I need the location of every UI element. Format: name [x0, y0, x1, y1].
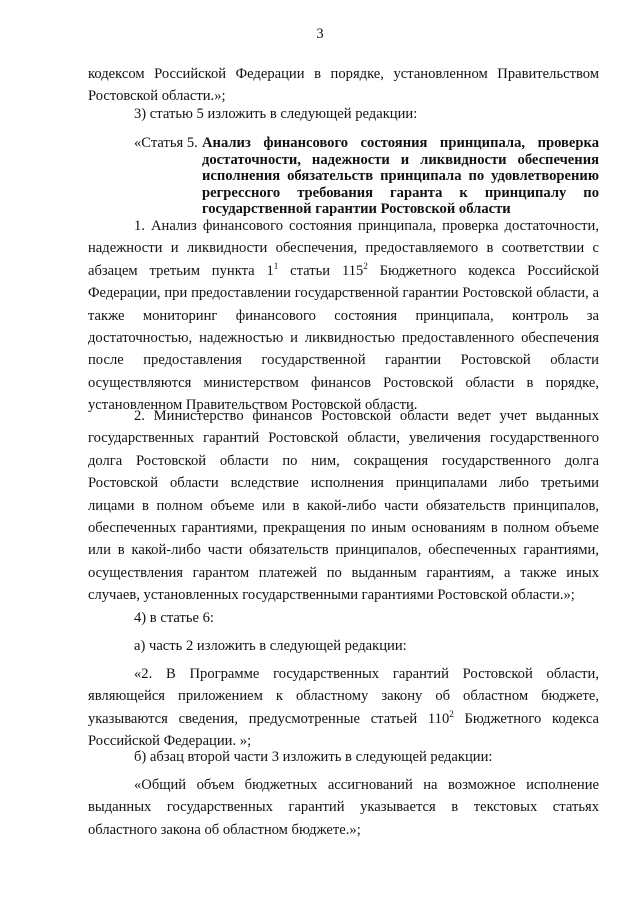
article-6-part-2-text-b: Бюджетного кодекса Российской Федерации. »;	[88, 710, 599, 750]
item-4b: б) абзац второй части 3 изложить в следующей редакции:	[134, 749, 493, 765]
item-4: 4) в статье 6:	[134, 610, 214, 626]
superscript: 2	[363, 260, 368, 271]
article-5-part-1-text-c: Бюджетного кодекса Российской Федерации, при предоставлении государственной гарантии Ростовской области, а также мониторинг финансового состояния принципала, контроль за достаточностью, надежностью и ликвидностью предоставленного обеспечения после предоставления государственной гарантии Ростовской области осуществляются министерством финансов Ростовской области в порядке, установленном Правительством Ростовской области.	[88, 262, 600, 414]
article-6-part-2	[88, 663, 599, 753]
article-5-part-1-text-a: 1. Анализ финансового состояния принципала, проверка достаточности, надежности и ликвидности обеспечения, предоставляемого в соответствии с абзацем третьим пункта 1	[88, 218, 599, 279]
article-5-part-2: 2. Министерство финансов Ростовской области ведет учет выданных государственных гарантий Ростовской области, увеличения государственного долга Ростовской области по ним, сокращения государственного долга Ростовской области вследствие исполнения принципалами либо третьими лицами в полном объеме или в какой-либо части обязательств принципалов, обеспеченных гарантиями, прекращения по иным основаниям в полном объеме или в какой-либо части обязательств принципалов, обеспеченных гарантиями, осуществления гарантом платежей по выданным гарантиям, а также иных случаев, установленных государственными гарантиями Ростовской области.»;	[88, 408, 599, 604]
item-4a: а) часть 2 изложить в следующей редакции:	[134, 638, 407, 654]
article-6-part-3: «Общий объем бюджетных ассигнований на возможное исполнение выданных государственных гарантий указывается в текстовых статьях областного закона об областном бюджете.»;	[88, 777, 599, 838]
item-3: 3) статью 5 изложить в следующей редакции:	[134, 106, 418, 122]
article-5-title: Анализ финансового состояния принципала, проверка достаточности, надежности и ликвидности обеспечения исполнения обязательств принципала по удовлетворению регрессного требования гаранта к принципалу по государственной гарантии Ростовской области	[202, 135, 599, 218]
paragraph-intro: кодексом Российской Федерации в порядке, установленном Правительством Ростовской области.»;	[88, 66, 599, 105]
page-number: 3	[316, 26, 324, 42]
article-6-part-2-text-a: «2. В Программе государственных гарантий Ростовской области, являющейся приложением к областному закону об областном бюджете, указываются сведения, предусмотренные статьей 110	[88, 666, 599, 727]
article-5-part-1-text-b: статьи 115	[278, 262, 364, 279]
superscript: 2	[449, 708, 454, 719]
article-5-heading	[134, 135, 599, 218]
superscript: 1	[273, 260, 279, 271]
article-5-part-1	[88, 215, 599, 417]
article-5-prefix: «Статья 5.	[134, 135, 198, 151]
